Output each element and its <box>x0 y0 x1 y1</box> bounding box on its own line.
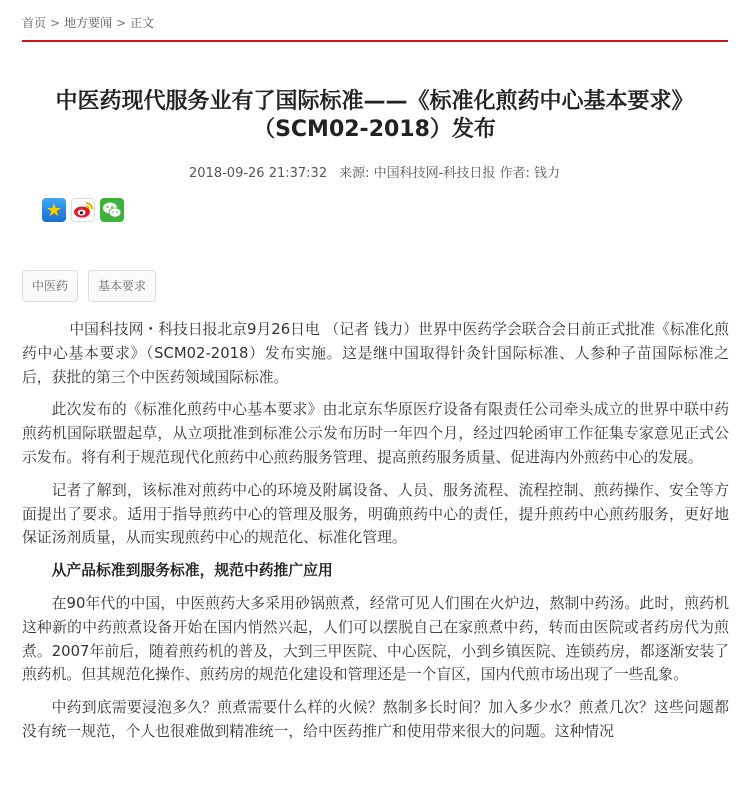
paragraph: 中国科技网・科技日报北京9月26日电 （记者 钱力）世界中医药学会联合会日前正式批准《标准化煎药中心基本要求》（SCM02-2018）发布实施。这是继中国取得针灸针国际标准、人参种子苗国际标准之后，获批的第三个中医药领域国际标准。 <box>22 321 729 386</box>
wechat-share-icon[interactable] <box>100 198 124 222</box>
section-heading: 从产品标准到服务标准，规范中药推广应用 <box>51 562 333 580</box>
weibo-logo-icon <box>73 201 93 219</box>
breadcrumb-section-link[interactable]: 地方要闻 <box>64 16 113 30</box>
header-divider <box>22 40 728 42</box>
breadcrumb-home-link[interactable]: 首页 <box>22 16 47 30</box>
qzone-share-icon[interactable]: ★ <box>42 198 66 222</box>
breadcrumb <box>22 14 154 31</box>
article-source: 来源: 中国科技网-科技日报 作者: 钱力 <box>339 166 560 181</box>
breadcrumb-separator: > <box>116 16 127 30</box>
tag-tcm[interactable]: 中医药 <box>22 270 78 302</box>
article-title-line1: 中医药现代服务业有了国际标准——《标准化煎药中心基本要求》 <box>55 89 694 114</box>
breadcrumb-separator: > <box>50 16 61 30</box>
wechat-logo-icon <box>102 201 122 219</box>
paragraph: 记者了解到，该标准对煎药中心的环境及附属设备、人员、服务流程、流程控制、煎药操作、安全等方面提出了要求。适用于指导煎药中心的管理及服务，明确煎药中心的责任，提升煎药中心煎药服务，更好地保证汤剂质量，从而实现煎药中心的规范化、标准化管理。 <box>22 481 729 547</box>
tag-basic-requirements[interactable]: 基本要求 <box>88 270 156 302</box>
share-bar <box>42 198 124 222</box>
article-datetime: 2018-09-26 21:37:32 <box>189 166 328 181</box>
paragraph: 在90年代的中国，中医煎药大多采用砂锅煎煮，经常可见人们围在火炉边，熬制中药汤。此时，煎药机这种新的中药煎煮设备开始在国内悄然兴起，人们可以摆脱自己在家煎煮中药，转而由医院或者药房代为煎煮。2007年前后，随着煎药机的普及，大到三甲医院、中心医院，小到乡镇医院、连锁药房，都逐渐安装了煎药机。但其规范化操作、煎药房的规范化建设和管理还是一个盲区，国内代煎市场出现了一些乱象。 <box>22 594 729 684</box>
article-body <box>22 318 729 753</box>
breadcrumb-current: 正文 <box>130 16 155 30</box>
weibo-share-icon[interactable] <box>71 198 95 222</box>
article-title <box>20 88 729 144</box>
article-meta <box>0 162 749 181</box>
article-title-line2: （SCM02-2018）发布 <box>253 117 496 142</box>
paragraph: 此次发布的《标准化煎药中心基本要求》由北京东华原医疗设备有限责任公司牵头成立的世界中联中药煎药机国际联盟起草，从立项批准到标准公示发布历时一年四个月，经过四轮函审工作征集专家意见正式公示发布。将有利于规范现代化煎药中心煎药服务管理、提高煎药服务质量、促进海内外煎药中心的发展。 <box>22 401 729 466</box>
paragraph: 中药到底需要浸泡多久？煎煮需要什么样的火候？熬制多长时间？加入多少水？煎煮几次？这些问题都没有统一规范，个人也很难做到精准统一，给中医药推广和使用带来很大的问题。这种情况 <box>22 699 729 740</box>
tag-list <box>22 270 156 302</box>
